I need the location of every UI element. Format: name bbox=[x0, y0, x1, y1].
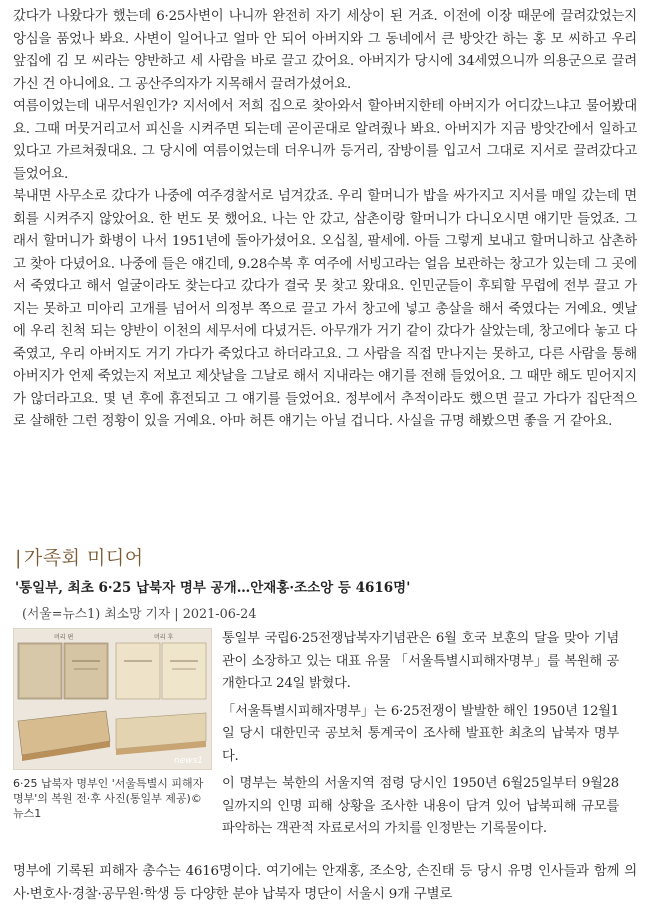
book-after-1 bbox=[116, 643, 160, 699]
article-continuation: 명부에 기록된 피해자 총수는 4616명이다. 여기에는 안재홍, 조소앙, 손진태 등 당시 유명 인사들과 함께 의사·변호사·경찰·공무원·학생 등 다양한 분야 납북자 명단이 서울시 9개 구별로 bbox=[13, 864, 637, 902]
paragraph: 갔다가 나왔다가 했는데 6·25사변이 나니까 완전히 자기 세상이 된 거죠. 이전에 이장 때문에 끌려갔었는지 앙심을 품었나 봐요. 사변이 일어나고 얼마 안 되어 아버지와 그 동네에서 큰 방앗간 하는 홍 모 씨하고 우리 앞집에 김 모 씨라는 양반하고 세 사람을 바로 끌고 갔어요. 아버지가 당시에 34세였으니까 의용군으로 끌려가신 건 아니에요. 그 공산주의자가 지목해서 끌려가셨어요. bbox=[13, 9, 637, 92]
section-title bbox=[15, 543, 144, 570]
paragraph: 여름이었는데 내무서원인가? 지서에서 저희 집으로 찾아와서 할아버지한테 아버지가 어디갔느냐고 물어봤대요. 그때 머뭇거리고서 피신을 시켜주면 되는데 곧이곧대로 알려줬나 봐요. 아버지가 지금 방앗간에서 일하고 있다고 가르쳐줬대요. 그 당시에 여름이었는데 더우니까 등거리, 잠방이를 입고서 그대로 지서로 끌려갔다고 들었어요. bbox=[13, 99, 637, 182]
testimony-text bbox=[13, 6, 637, 434]
article-byline: (서울=뉴스1) 최소망 기자 | 2021-06-24 bbox=[22, 607, 257, 622]
article-paragraph: 통일부 국립6·25전쟁납북자기념관은 6월 호국 보훈의 달을 맞아 기념관이 소장하고 있는 대표 유물 「서울특별시피해자명부」를 복원해 공개한다고 24일 밝혔다. bbox=[222, 631, 619, 691]
book-before-1 bbox=[18, 643, 62, 699]
section-bar: | bbox=[15, 547, 22, 569]
section-title-text: 가족회 미디어 bbox=[23, 547, 144, 569]
article-paragraph: 「서울특별시피해자명부」는 6·25전쟁이 발발한 해인 1950년 12월1일 당시 대한민국 공보처 통계국이 조사해 발표한 최초의 납북자 명부다. bbox=[222, 703, 619, 764]
photo-label-left: 머리 편 bbox=[54, 634, 74, 641]
paragraph: 북내면 사무소로 갔다가 나중에 여주경찰서로 넘겨갔죠. 우리 할머니가 밥을 싸가지고 지서를 매일 갔는데 면회를 시켜주지 않았어요. 한 번도 못 했어요. 나는 안 갔고, 삼촌이랑 할머니가 다니오시면 얘기만 들었죠. 그래서 할머니가 화병이 나서 1951년에 돌아가셨어요. 오십칠, 팔세에. 아들 그렇게 보내고 할머니하고 삼촌하고 찾아 다녔어요. 나중에 들은 얘긴데, 9.28수복 후 여주에 서빙고라는 얼음 보관하는 창고가 있는데 그 곳에서 죽였다고 해서 얼굴이라도 찾는다고 갔다가 결국 못 찾고 왔대요. 인민군들이 후퇴할 무렵에 전부 끌고 가지는 못하고 미아리 고개를 넘어서 의정부 쪽으로 끌고 가서 창고에 넣고 총살을 해서 죽였다는 거예요. 옛날에 우리 친척 되는 양반이 이천의 세무서에 다녔거든. 아무개가 거기 같이 갔다가 살았는데, 창고에다 놓고 다 죽였고, 우리 아버지도 거기 가다가 죽었다고 하더라고요. 그 사람을 직접 만나지는 못하고, 다른 사람을 통해 아버지가 언제 죽었는지 저보고 제삿날을 그날로 해서 지내라는 얘기를 전해 들었어요. 그 때만 해도 믿어지지가 않더라고요. 몇 년 후에 휴전되고 그 얘기를 들었어요. 정부에서 추적이라도 했으면 끌고 가다가 집단적으로 살해한 그런 정황이 있을 거예요. 아마 허튼 얘기는 아닐 겁니다. 사실을 규명 해봤으면 좋을 거 같아요. bbox=[13, 189, 637, 429]
watermark-news1: news1 bbox=[174, 756, 204, 766]
photo-label-right: 머리 후 bbox=[154, 634, 174, 641]
photo-caption: 6·25 납북자 명부인 '서울특별시 피해자 명부'의 복원 전·후 사진(통일부 제공)© 뉴스1 bbox=[13, 777, 204, 820]
book-photo bbox=[13, 628, 212, 770]
article-paragraph: 이 명부는 북한의 서울지역 점령 당시인 1950년 6월25일부터 9월28일까지의 인명 피해 상황을 조사한 내용이 담겨 있어 납북피해 규모를 파악하는 객관적 자료로서의 가치를 인정받는 기록물이다. bbox=[222, 776, 619, 836]
article-body bbox=[222, 628, 619, 846]
article-headline: '통일부, 최초 6·25 납북자 명부 공개…안재홍·조소앙 등 4616명' bbox=[15, 580, 411, 596]
book-after-2 bbox=[162, 643, 206, 699]
book-before-2 bbox=[64, 643, 108, 699]
